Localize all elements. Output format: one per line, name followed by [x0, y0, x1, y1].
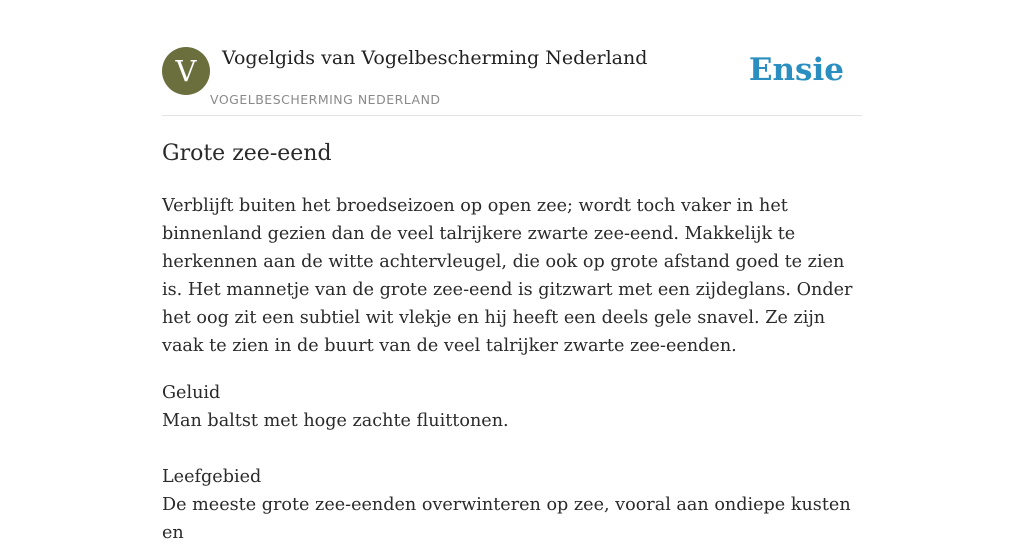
section-leefgebied	[162, 463, 862, 547]
site-title[interactable]: Vogelgids van Vogelbescherming Nederland	[222, 47, 648, 69]
section-geluid	[162, 379, 862, 435]
section-heading: Leefgebied	[162, 467, 262, 487]
section-content: Man baltst met hoge zachte fluittonen.	[162, 411, 509, 431]
header	[162, 0, 862, 116]
section-heading: Geluid	[162, 383, 221, 403]
article-body: Verblijft buiten het broedseizoen op open zee; wordt toch vaker in het binnenland gezien dan de veel talrijkere zwarte zee-eend. Makkelijk te herkennen aan de witte achtervleugel, die ook op grote afstand goed te zien is. Het mannetje van de grote zee-eend is gitzwart met een zijdeglans. Onder het oog zit een subtiel wit vlekje en hij heeft een deels gele snavel. Ze zijn vaak te zien in de buurt van de veel talrijker zwarte zee-eenden.	[162, 196, 853, 356]
ensie-logo[interactable]: Ensie	[748, 52, 844, 88]
article-title: Grote zee-eend	[162, 141, 332, 166]
page	[162, 0, 862, 543]
avatar[interactable]: V	[162, 47, 210, 95]
publisher-label[interactable]: VOGELBESCHERMING NEDERLAND	[210, 92, 441, 107]
section-content: De meeste grote zee-eenden overwinteren op zee, vooral aan ondiepe kusten en	[162, 495, 851, 543]
